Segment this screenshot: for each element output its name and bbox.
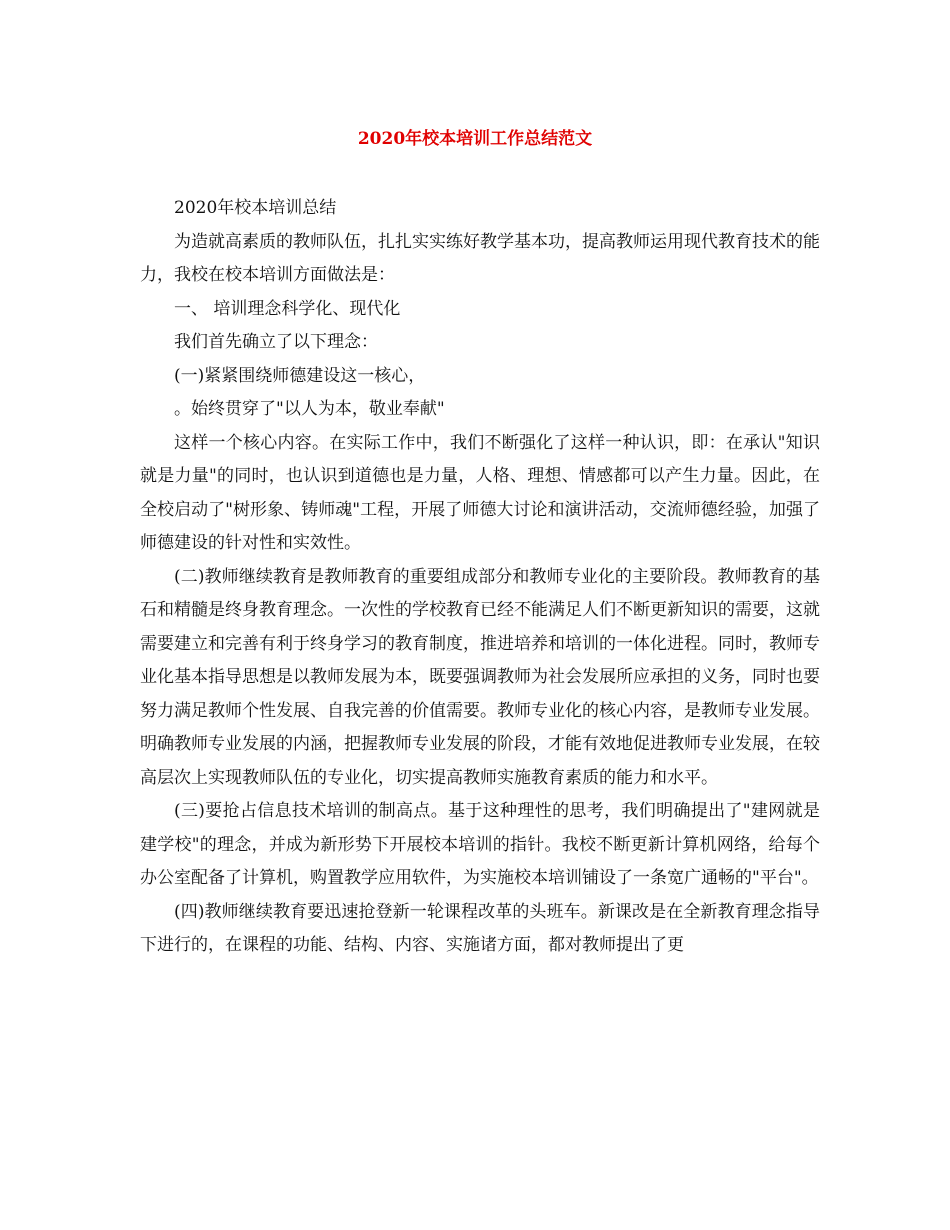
paragraph-item-4: (四)教师继续教育要迅速抢登新一轮课程改革的头班车。新课改是在全新教育理念指导下进行的，在课程的功能、结构、内容、实施诸方面，都对教师提出了更 bbox=[140, 901, 820, 955]
paragraph-subtitle: 2020年校本培训总结 bbox=[174, 198, 337, 218]
paragraph-item-1-body: 这样一个核心内容。在实际工作中，我们不断强化了这样一种认识，即：在承认"知识就是力量"的同时，也认识到道德也是力量，人格、理想、情感都可以产生力量。因此，在全校启动了"树形象、铸师魂"工程，开展了师德大讨论和演讲活动，交流师德经验，加强了师德建设的针对性和实效性。 bbox=[140, 432, 820, 553]
paragraph-item-2: (二)教师继续教育是教师教育的重要组成部分和教师专业化的主要阶段。教师教育的基石和精髓是终身教育理念。一次性的学校教育已经不能满足人们不断更新知识的需要，这就需要建立和完善有利于终身学习的教育制度，推进培养和培训的一体化进程。同时，教师专业化基本指导思想是以教师发展为本，既要强调教师为社会发展所应承担的义务，同时也要努力满足教师个性发展、自我完善的价值需要。教师专业化的核心内容，是教师专业发展。明确教师专业发展的内涵，把握教师专业发展的阶段，才能有效地促进教师专业发展，在较高层次上实现教师队伍的专业化，切实提高教师实施教育素质的能力和水平。 bbox=[140, 566, 820, 788]
document-title: 2020年校本培训工作总结范文 bbox=[357, 129, 593, 149]
paragraph-item-3: (三)要抢占信息技术培训的制高点。基于这种理性的思考，我们明确提出了"建网就是建学校"的理念，并成为新形势下开展校本培训的指针。我校不断更新计算机网络，给每个办公室配备了计算机，购置教学应用软件，为实施校本培训铺设了一条宽广通畅的"平台"。 bbox=[140, 801, 820, 888]
paragraph-item-1-cont: 。始终贯穿了"以人为本，敬业奉献" bbox=[174, 399, 445, 419]
section-heading-1: 一、 培训理念科学化、现代化 bbox=[174, 298, 401, 319]
paragraph-item-1: (一)紧紧围绕师德建设这一核心， bbox=[174, 365, 426, 386]
paragraph-intro: 为造就高素质的教师队伍，扎扎实实练好教学基本功，提高教师运用现代教育技术的能力，我校在校本培训方面做法是： bbox=[140, 231, 820, 285]
paragraph-concepts-intro: 我们首先确立了以下理念： bbox=[174, 332, 378, 352]
document-body bbox=[140, 192, 820, 963]
